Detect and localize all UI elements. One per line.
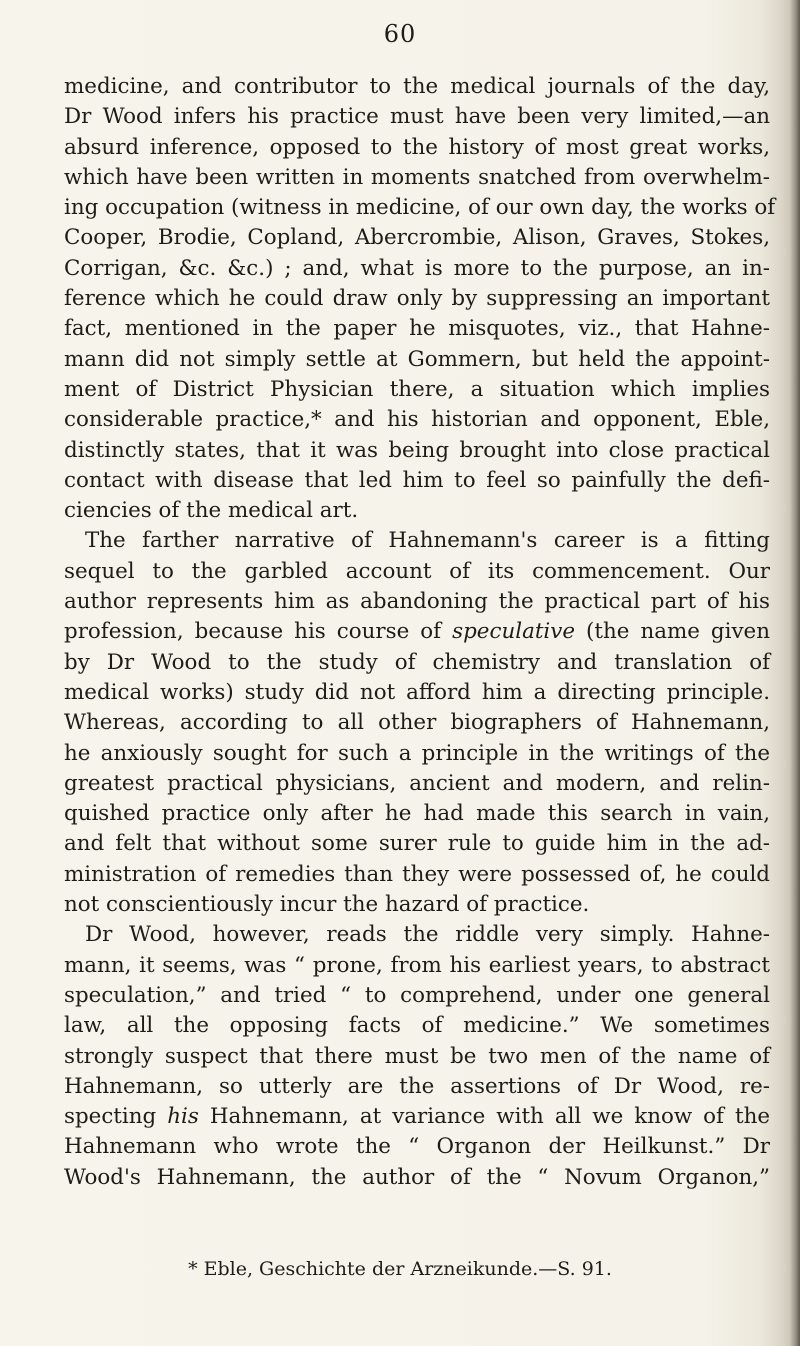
body-text: [64, 72, 776, 1193]
text-line: Dr Wood, however, reads the riddle very simply. Hahne-: [85, 922, 770, 948]
text-line: Corrigan, &c. &c.) ; and, what is more to the purpose, an in-: [64, 255, 770, 281]
text-line: he anxiously sought for such a principle in the writings of the: [64, 740, 770, 766]
text-line: absurd inference, opposed to the history of most great works,: [64, 134, 770, 160]
text-line: author represents him as abandoning the practical part of his: [64, 589, 770, 615]
text-line: Hahnemann who wrote the “ Organon der Heilkunst.” Dr: [64, 1134, 770, 1160]
text-line: which have been written in moments snatched from overwhelm-: [64, 164, 770, 190]
text-line: ment of District Physician there, a situation which implies: [64, 376, 770, 402]
text-line: ministration of remedies than they were possessed of, he could: [64, 861, 770, 887]
text-line: Dr Wood infers his practice must have been very limited,—an: [64, 104, 770, 130]
italic-text: speculative: [452, 619, 576, 645]
text-run: profession, because his course of: [64, 619, 453, 645]
text-line: considerable practice,* and his historian and opponent, Eble,: [64, 407, 770, 433]
text-line: The farther narrative of Hahnemann's career is a fitting: [85, 528, 770, 554]
text-line: medicine, and contributor to the medical journals of the day,: [64, 74, 770, 99]
page-number: 60: [383, 20, 417, 48]
text-line-with-italic: [64, 1102, 770, 1132]
text-line: quished practice only after he had made this search in vain,: [64, 801, 770, 827]
text-line: distinctly states, that it was being brought into close practical: [64, 437, 770, 463]
text-line: contact with disease that led him to feel so painfully the defi-: [64, 467, 770, 493]
text-line: strongly suspect that there must be two men of the name of: [64, 1043, 770, 1069]
text-run: (the name given: [575, 619, 770, 645]
text-line: ing occupation (witness in medicine, of our own day, the works of: [64, 195, 776, 221]
text-line-with-italic: [64, 617, 770, 647]
text-line: sequel to the garbled account of its commencement. Our: [64, 558, 770, 584]
text-line: and felt that without some surer rule to guide him in the ad-: [64, 831, 770, 857]
text-line: medical works) study did not afford him a directing principle.: [64, 679, 770, 705]
footnote: * Eble, Geschichte der Arzneikunde.—S. 91.: [188, 1258, 612, 1280]
text-line: not conscientiously incur the hazard of practice.: [64, 892, 590, 918]
text-line: Hahnemann, so utterly are the assertions of Dr Wood, re-: [64, 1073, 770, 1099]
text-line: greatest practical physicians, ancient and modern, and relin-: [64, 770, 770, 796]
text-line: ciencies of the medical art.: [64, 498, 359, 524]
text-line: fact, mentioned in the paper he misquotes, viz., that Hahne-: [64, 316, 770, 342]
text-line: mann, it seems, was “ prone, from his earliest years, to abstract: [64, 952, 770, 978]
page-edge-shadow: [790, 0, 800, 1346]
text-line: ference which he could draw only by suppressing an important: [64, 286, 770, 312]
text-line: mann did not simply settle at Gommern, but held the appoint-: [64, 346, 770, 372]
text-run: specting: [64, 1104, 168, 1130]
text-line: by Dr Wood to the study of chemistry and translation of: [64, 649, 770, 675]
text-line: Wood's Hahnemann, the author of the “ Novum Organon,”: [64, 1164, 770, 1190]
text-line: Whereas, according to all other biographers of Hahnemann,: [64, 710, 770, 736]
text-run: Hahnemann, at variance with all we know of the: [198, 1104, 771, 1130]
text-line: law, all the opposing facts of medicine.” We sometimes: [64, 1013, 770, 1039]
italic-text: his: [167, 1104, 199, 1130]
text-line: Cooper, Brodie, Copland, Abercrombie, Alison, Graves, Stokes,: [64, 225, 770, 251]
text-line: speculation,” and tried “ to comprehend, under one general: [64, 982, 770, 1008]
